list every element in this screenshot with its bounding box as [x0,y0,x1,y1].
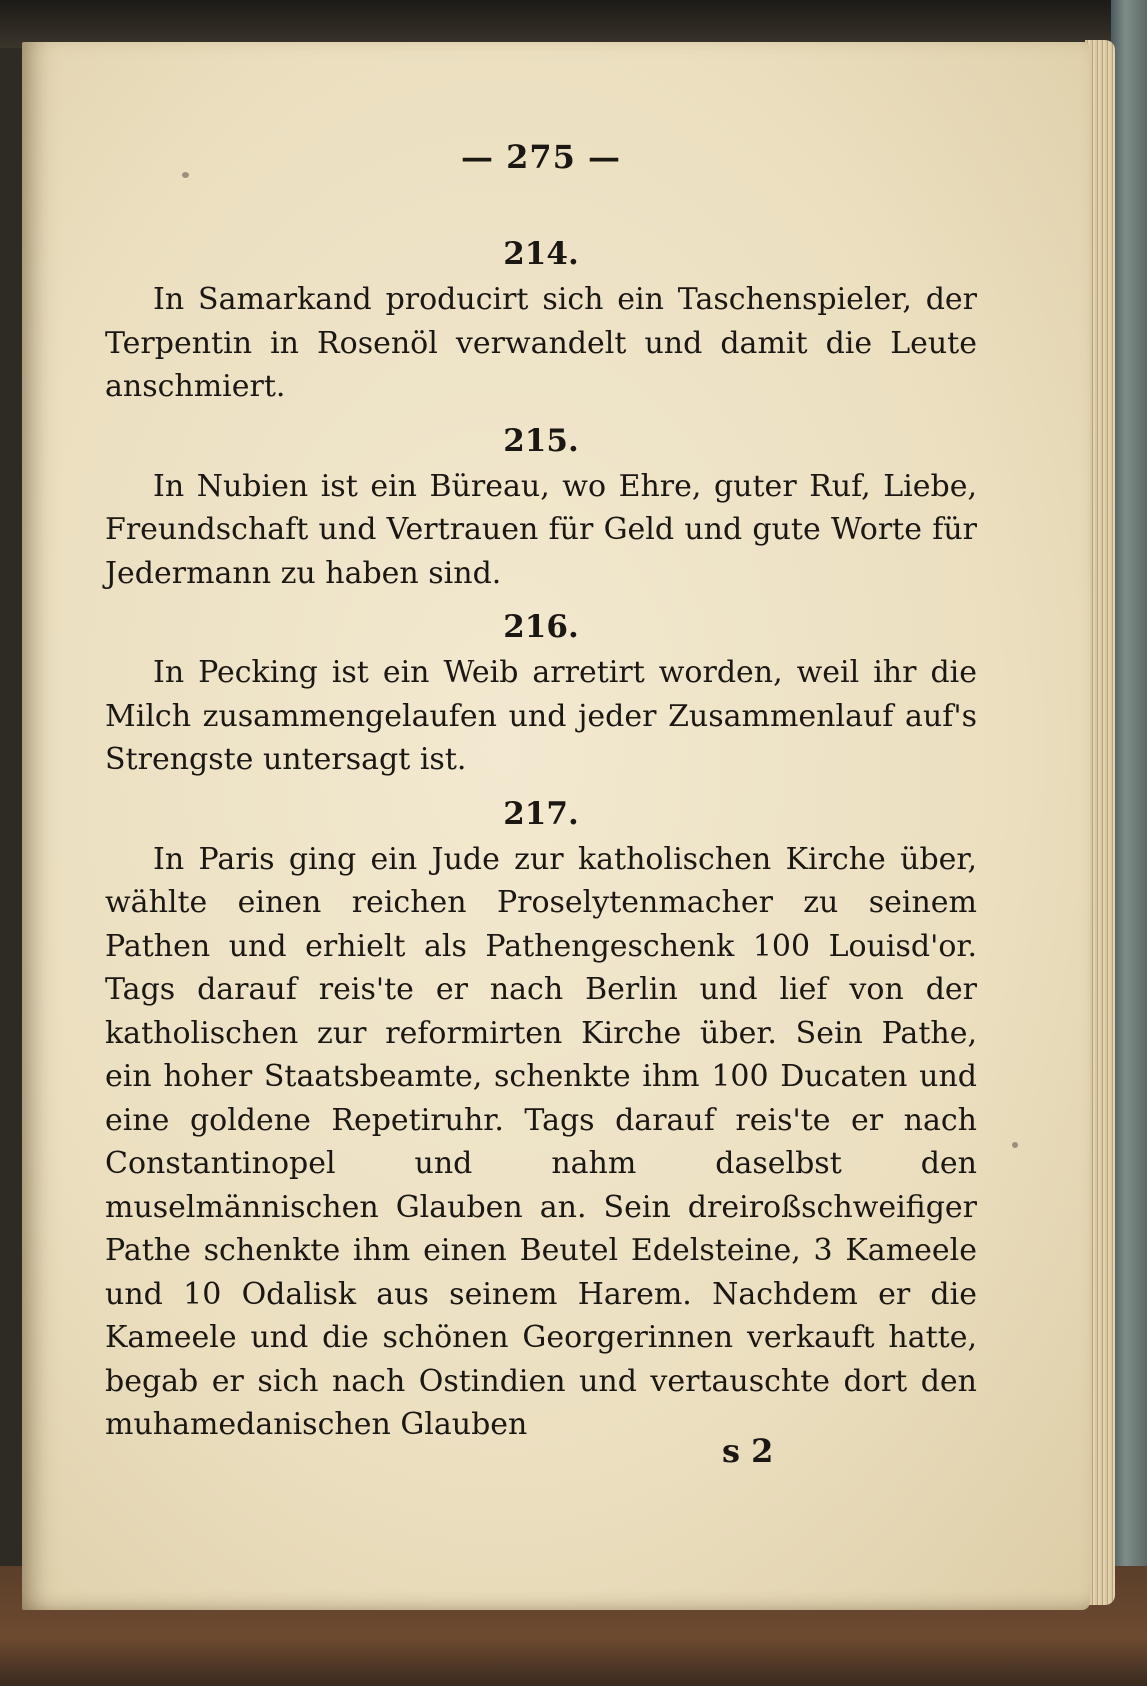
book-cover-edge [1111,0,1147,1686]
page-number: — 275 — [460,138,622,176]
entry-text: In Pecking ist ein Weib arretirt worden, weil ihr die Milch zusammengelaufen und jeder Zusammenlauf auf's Strengste untersagt ist. [105,655,977,777]
scan-background-top [0,0,1147,48]
entry-number: 214. [503,236,579,272]
entry-text: In Nubien ist ein Büreau, wo Ehre, guter Ruf, Liebe, Freundschaft und Vertrauen für Geld und gute Worte für Jedermann zu haben sind. [105,468,977,591]
entry-text: In Paris ging ein Jude zur katholischen Kirche über, wählte einen reichen Proselytenmacher zu seinem Pathen und erhielt als Pathengeschenk 100 Louisd'or. Tags darauf reis'te er nach Berlin und lief von der katholischen zur reformirten Kirche über. Sein Pathe, ein hoher Staatsbeamte, schenkte ihm 100 Ducaten und eine goldene Repetiruhr. Tags darauf reis'te er nach Constantinopel und nahm daselbst den muselmännischen Glauben an. Sein dreiroßschweifiger Pathe schenkte ihm einen Beutel Edelsteine, 3 Kameele und 10 Odalisk aus seinem Harem. Nachdem er die Kameele und die schönen Georgerinnen verkauft hatte, begab er sich nach Ostindien und vertauschte dort den muhamedanischen Glauben [105,841,977,1442]
entry-text: In Samarkand producirt sich ein Taschenspieler, der Terpentin in Rosenöl verwandelt und damit die Leute anschmiert. [105,282,977,404]
entry-number: 216. [503,609,579,645]
printer-signature-mark: s 2 [722,1432,774,1470]
entry-number: 215. [503,422,579,459]
page-text-block [105,136,977,1457]
ink-speck [1012,1142,1018,1148]
entry-number: 217. [503,795,579,832]
